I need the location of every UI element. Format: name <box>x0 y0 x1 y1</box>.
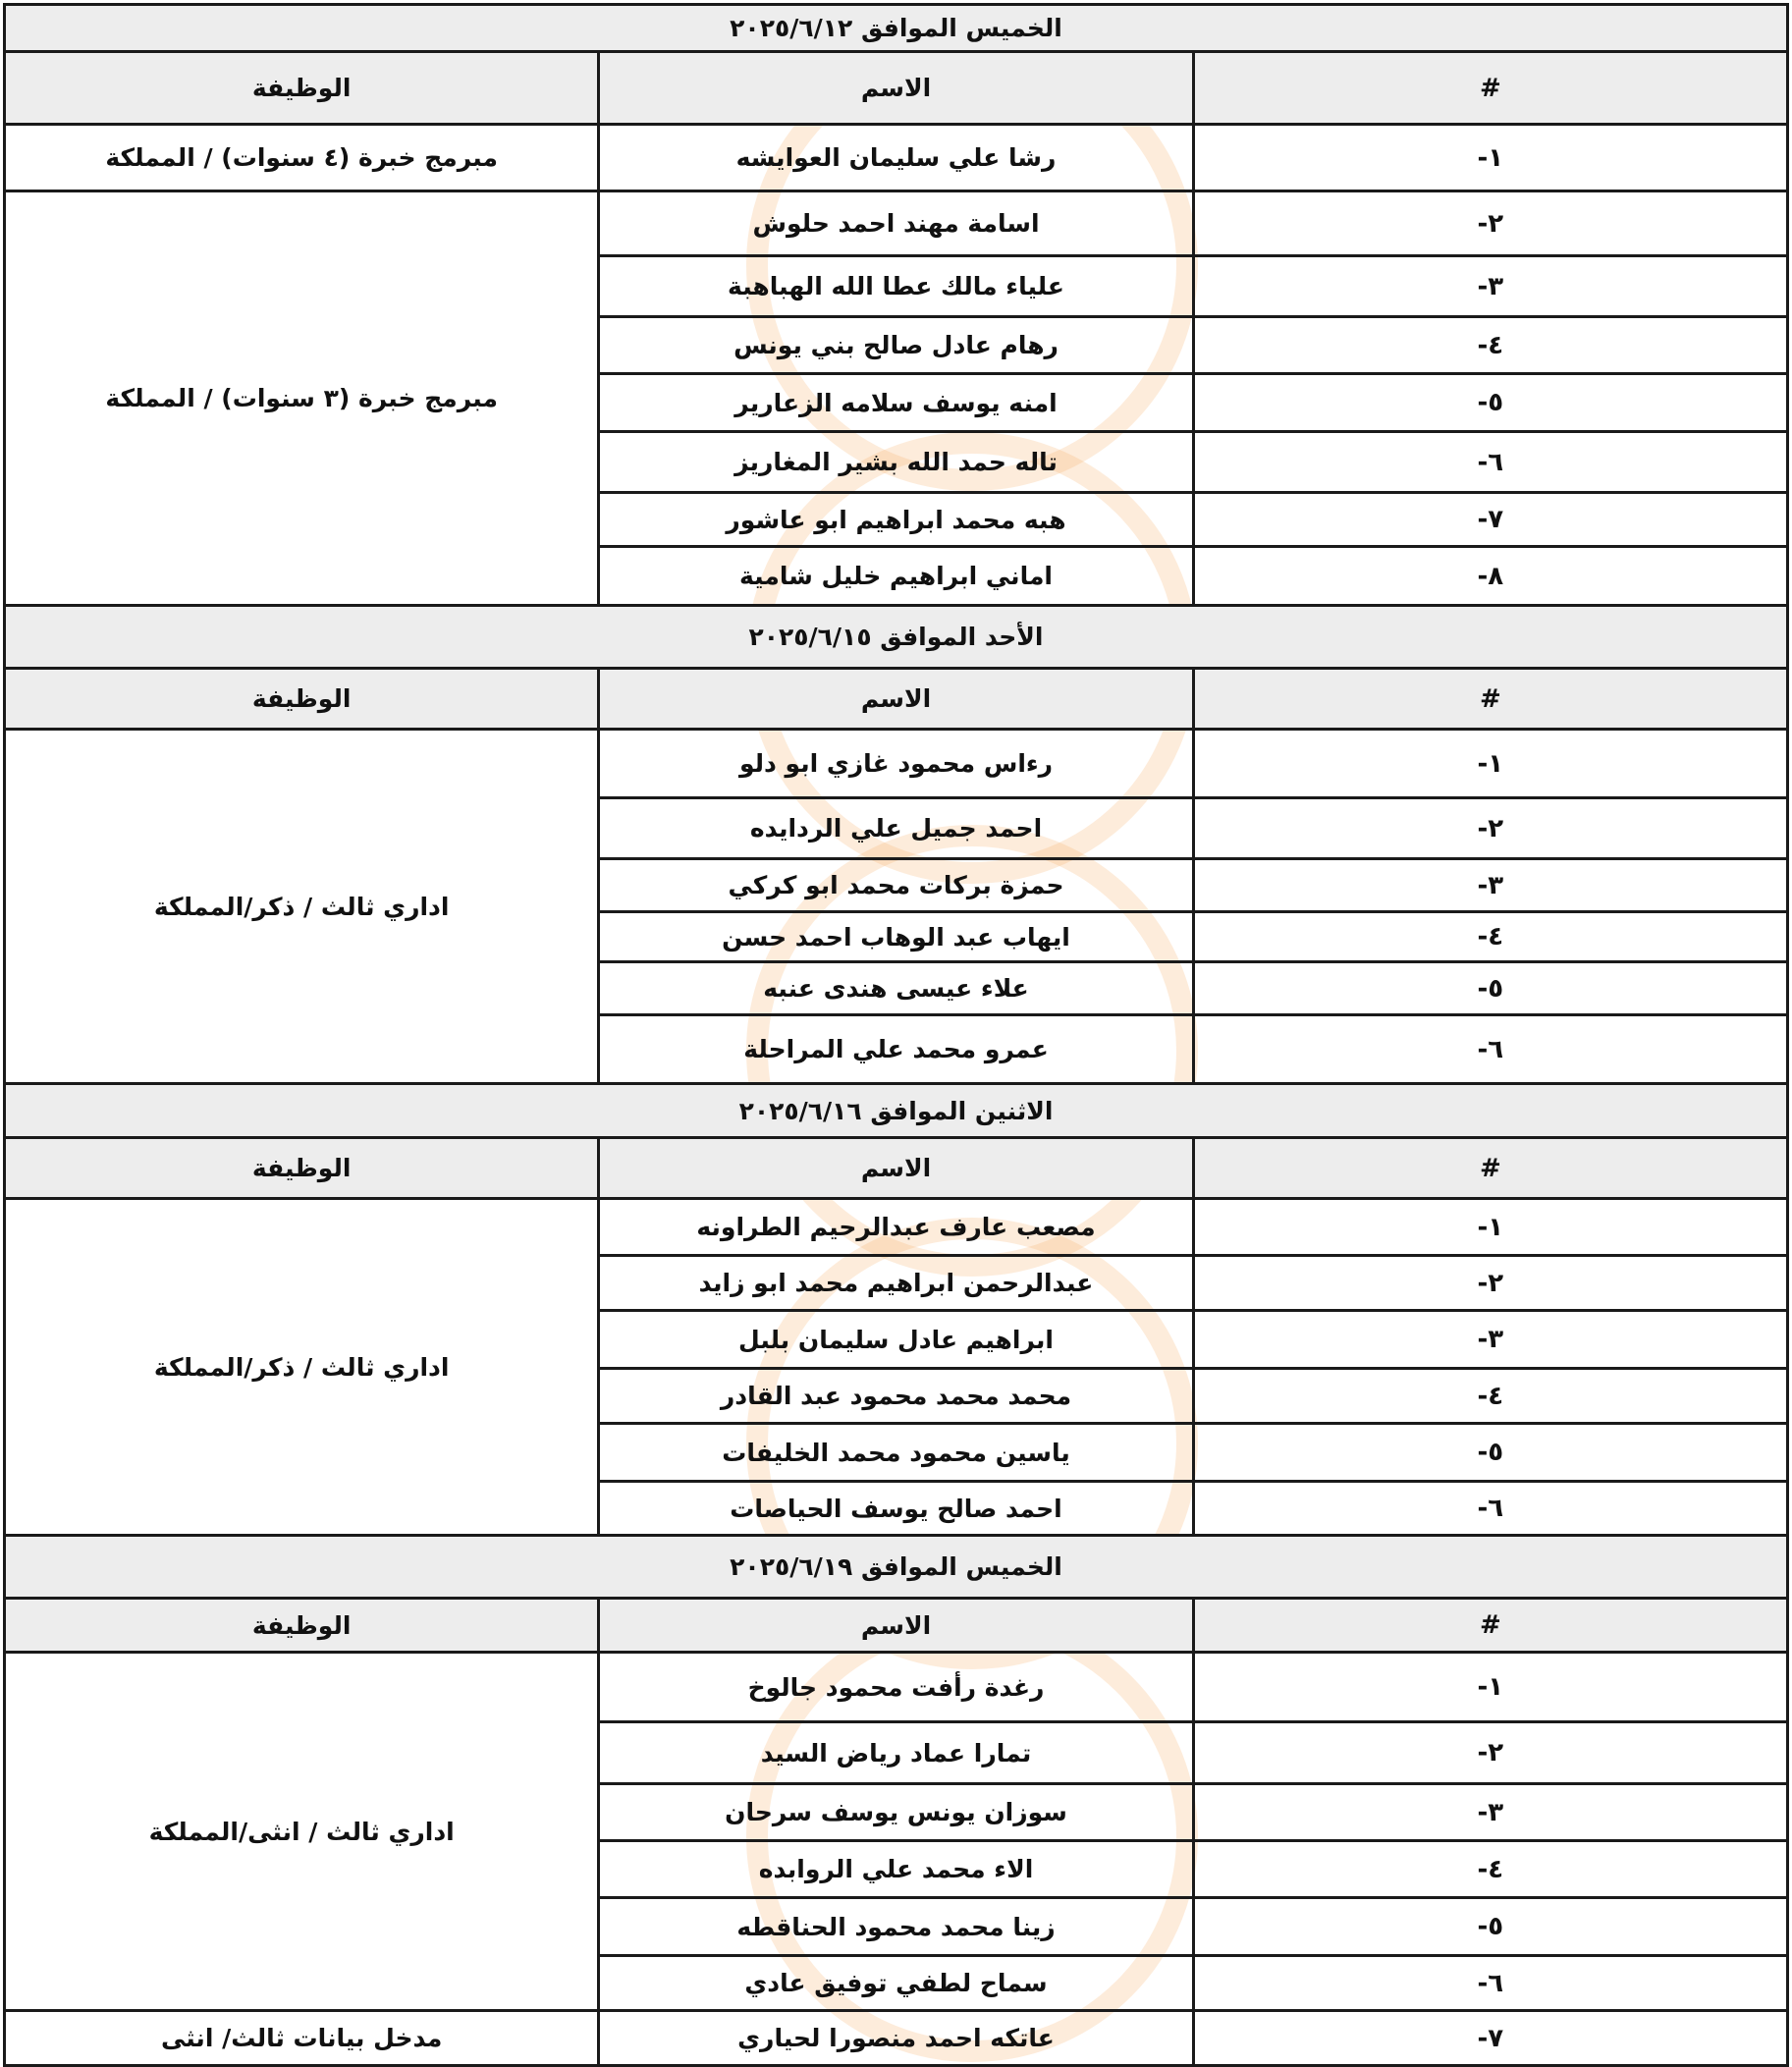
section-date-header <box>5 1084 1788 1138</box>
candidate-name: رءاس محمود غازي ابو دلو <box>599 730 1193 798</box>
row-number: ٢- <box>1193 1256 1787 1311</box>
row-number: ٤- <box>1193 317 1787 374</box>
candidate-name: سوزان يونس يوسف سرحان <box>599 1784 1193 1841</box>
section-title: الأحد الموافق ٢٠٢٥/٦/١٥ <box>5 606 1788 669</box>
header-name: الاسم <box>599 669 1193 730</box>
section-date-header <box>5 1536 1788 1599</box>
job-title: مدخل بيانات ثالث/ انثى <box>5 2011 599 2066</box>
candidates-table <box>3 3 1789 2067</box>
column-header-row <box>5 52 1788 125</box>
row-number: ٢- <box>1193 798 1787 859</box>
header-name: الاسم <box>599 52 1193 125</box>
header-number: # <box>1193 52 1787 125</box>
candidate-name: عبدالرحمن ابراهيم محمد ابو زايد <box>599 1256 1193 1311</box>
row-number: ٥- <box>1193 1424 1787 1482</box>
header-number: # <box>1193 1599 1787 1653</box>
row-number: ٣- <box>1193 1311 1787 1369</box>
header-name: الاسم <box>599 1599 1193 1653</box>
row-number: ٥- <box>1193 374 1787 432</box>
candidate-name: اسامة مهند احمد حلوش <box>599 191 1193 256</box>
candidate-name: مصعب عارف عبدالرحيم الطراونه <box>599 1199 1193 1256</box>
candidate-name: عمرو محمد علي المراحلة <box>599 1015 1193 1084</box>
section-date-header <box>5 5 1788 52</box>
candidate-name: علياء مالك عطا الله الهباهبة <box>599 256 1193 317</box>
section-title: الخميس الموافق ٢٠٢٥/٦/١٢ <box>5 5 1788 52</box>
job-title: اداري ثالث / ذكر/المملكة <box>5 1199 599 1536</box>
row-number: ٢- <box>1193 191 1787 256</box>
column-header-row <box>5 1599 1788 1653</box>
row-number: ٥- <box>1193 1898 1787 1956</box>
candidate-name: علاء عيسى هندى عنبه <box>599 962 1193 1015</box>
candidate-name: تمارا عماد رياض السيد <box>599 1722 1193 1784</box>
header-job: الوظيفة <box>5 1138 599 1199</box>
header-job: الوظيفة <box>5 1599 599 1653</box>
job-title: مبرمج خبرة (٣ سنوات) / المملكة <box>5 191 599 606</box>
section-title: الخميس الموافق ٢٠٢٥/٦/١٩ <box>5 1536 1788 1599</box>
candidate-name: ايهاب عبد الوهاب احمد حسن <box>599 912 1193 962</box>
column-header-row <box>5 1138 1788 1199</box>
candidate-name: احمد جميل علي الردايده <box>599 798 1193 859</box>
header-number: # <box>1193 669 1787 730</box>
row-number: ٧- <box>1193 2011 1787 2066</box>
job-title: اداري ثالث / ذكر/المملكة <box>5 730 599 1084</box>
row-number: ٣- <box>1193 1784 1787 1841</box>
row-number: ٣- <box>1193 256 1787 317</box>
column-header-row <box>5 669 1788 730</box>
table-row <box>5 2011 1788 2066</box>
header-name: الاسم <box>599 1138 1193 1199</box>
candidate-name: هبه محمد ابراهيم ابو عاشور <box>599 493 1193 547</box>
job-title: اداري ثالث / انثى/المملكة <box>5 1653 599 2011</box>
table-row <box>5 1653 1788 1722</box>
row-number: ٤- <box>1193 1369 1787 1424</box>
section-title: الاثنين الموافق ٢٠٢٥/٦/١٦ <box>5 1084 1788 1138</box>
candidate-name: حمزة بركات محمد ابو كركي <box>599 859 1193 912</box>
candidate-name: رغدة رأفت محمود جالوخ <box>599 1653 1193 1722</box>
row-number: ٤- <box>1193 912 1787 962</box>
candidate-name: الاء محمد علي الروابده <box>599 1841 1193 1898</box>
candidate-name: رهام عادل صالح بني يونس <box>599 317 1193 374</box>
table-row <box>5 191 1788 256</box>
row-number: ١- <box>1193 125 1787 191</box>
candidate-name: اماني ابراهيم خليل شامية <box>599 547 1193 606</box>
candidate-name: سماح لطفي توفيق عادي <box>599 1956 1193 2011</box>
row-number: ٥- <box>1193 962 1787 1015</box>
row-number: ٢- <box>1193 1722 1787 1784</box>
row-number: ٦- <box>1193 1956 1787 2011</box>
candidate-name: امنه يوسف سلامه الزعارير <box>599 374 1193 432</box>
candidate-name: زينا محمد محمود الحناقطه <box>599 1898 1193 1956</box>
row-number: ١- <box>1193 1653 1787 1722</box>
candidate-name: احمد صالح يوسف الحياصات <box>599 1482 1193 1536</box>
candidate-name: ابراهيم عادل سليمان بلبل <box>599 1311 1193 1369</box>
row-number: ٤- <box>1193 1841 1787 1898</box>
candidate-name: عاتكه احمد منصورا لحياري <box>599 2011 1193 2066</box>
header-number: # <box>1193 1138 1787 1199</box>
candidate-name: ياسين محمود محمد الخليفات <box>599 1424 1193 1482</box>
candidate-name: تاله حمد الله بشير المغاريز <box>599 432 1193 493</box>
row-number: ٦- <box>1193 1015 1787 1084</box>
row-number: ٦- <box>1193 1482 1787 1536</box>
candidate-name: رشا علي سليمان العوايشه <box>599 125 1193 191</box>
row-number: ٣- <box>1193 859 1787 912</box>
row-number: ٧- <box>1193 493 1787 547</box>
row-number: ١- <box>1193 730 1787 798</box>
header-job: الوظيفة <box>5 669 599 730</box>
section-date-header <box>5 606 1788 669</box>
table-row <box>5 730 1788 798</box>
row-number: ٦- <box>1193 432 1787 493</box>
table-row <box>5 125 1788 191</box>
candidate-name: محمد محمد محمود عبد القادر <box>599 1369 1193 1424</box>
table-row <box>5 1199 1788 1256</box>
row-number: ١- <box>1193 1199 1787 1256</box>
job-title: مبرمج خبرة (٤ سنوات) / المملكة <box>5 125 599 191</box>
header-job: الوظيفة <box>5 52 599 125</box>
row-number: ٨- <box>1193 547 1787 606</box>
